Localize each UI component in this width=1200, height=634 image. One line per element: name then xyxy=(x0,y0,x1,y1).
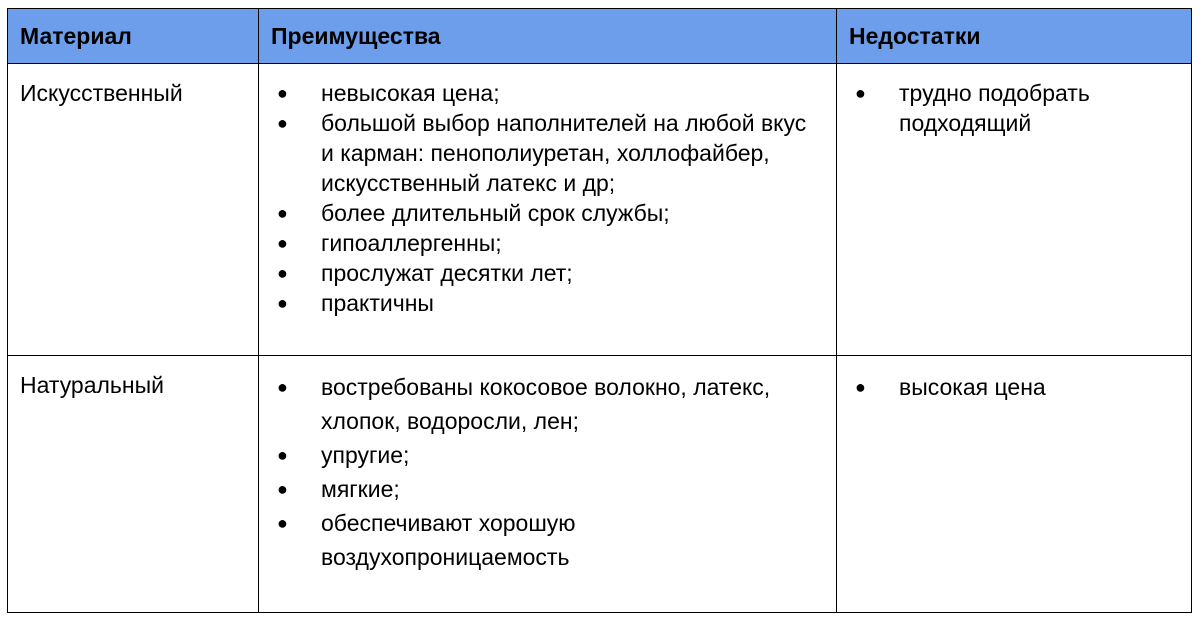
advantages-list xyxy=(271,370,824,574)
table-row xyxy=(8,356,1192,613)
list-item: ● востребованы кокосовое волокно, латекс, хлопок, водоросли, лен; xyxy=(271,370,824,438)
header-disadvantages: Недостатки xyxy=(837,9,1192,64)
header-row xyxy=(8,9,1192,64)
list-item: ● более длительный срок службы; xyxy=(271,198,824,228)
list-item: ● гипоаллергенны; xyxy=(271,228,824,258)
header-advantages: Преимущества xyxy=(259,9,837,64)
list-item: ● мягкие; xyxy=(271,472,824,506)
material-label: Искусственный xyxy=(20,80,183,106)
table-row xyxy=(8,64,1192,356)
material-cell xyxy=(8,356,259,613)
list-item: ● практичны xyxy=(271,288,824,318)
material-cell xyxy=(8,64,259,356)
list-item: ● большой выбор наполнителей на любой вкус и карман: пенополиуретан, холлофайбер, искусственный латекс и др; xyxy=(271,108,824,198)
disadvantages-cell xyxy=(837,356,1192,613)
list-item: ● обеспечивают хорошую воздухопроницаемость xyxy=(271,506,824,574)
advantages-list xyxy=(271,78,824,318)
disadvantages-list xyxy=(849,78,1179,138)
advantages-cell xyxy=(259,64,837,356)
list-item: ● прослужат десятки лет; xyxy=(271,258,824,288)
disadvantages-cell xyxy=(837,64,1192,356)
advantages-cell xyxy=(259,356,837,613)
comparison-table xyxy=(7,8,1192,613)
disadvantages-list xyxy=(849,370,1179,404)
header-material: Материал xyxy=(8,9,259,64)
list-item: ● невысокая цена; xyxy=(271,78,824,108)
material-label: Натуральный xyxy=(20,372,164,398)
list-item: ● трудно подобрать подходящий xyxy=(849,78,1179,138)
list-item: ● высокая цена xyxy=(849,370,1179,404)
list-item: ● упругие; xyxy=(271,438,824,472)
